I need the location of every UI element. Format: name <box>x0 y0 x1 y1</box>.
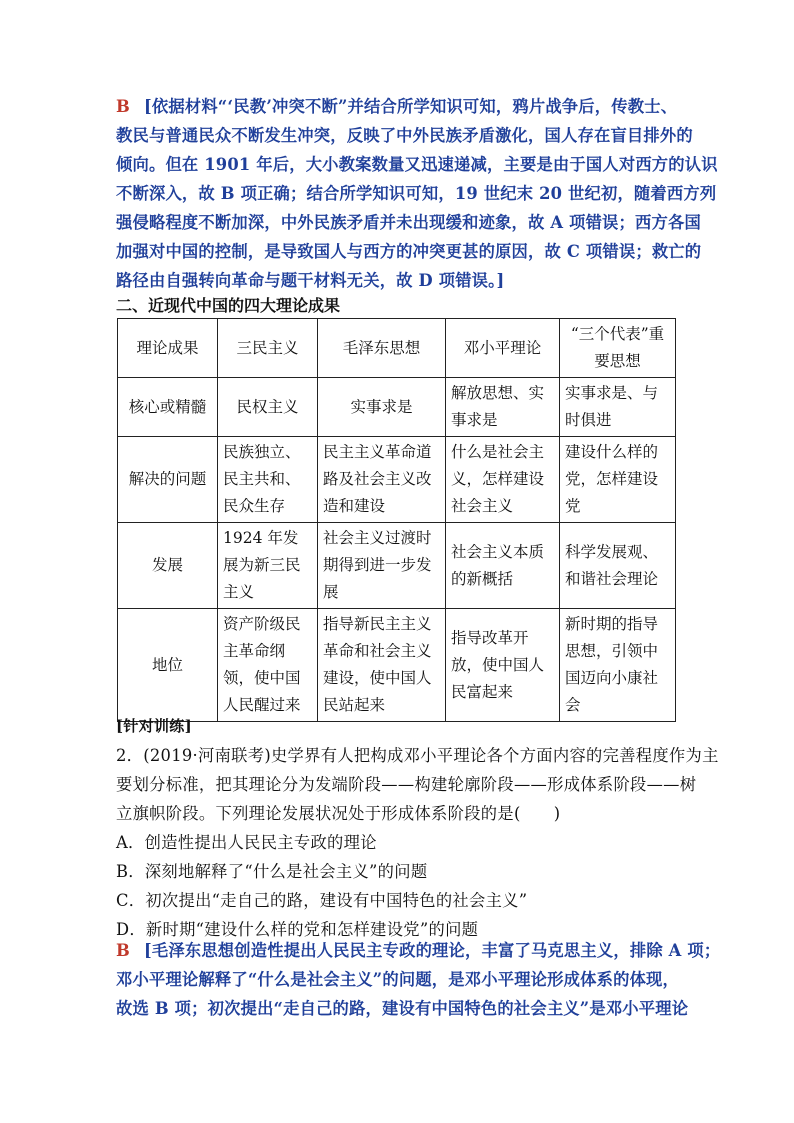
table-cell: 1924 年发展为新三民主义 <box>218 523 318 609</box>
section-heading: 二、近现代中国的四大理论成果 <box>116 296 341 315</box>
table-row <box>118 437 676 523</box>
table-cell: 地位 <box>118 609 218 722</box>
option-c: C．初次提出“走自己的路，建设有中国特色的社会主义” <box>116 891 528 910</box>
table-cell: “三个代表”重要思想 <box>560 319 676 378</box>
table-cell: 科学发展观、和谐社会理论 <box>560 523 676 609</box>
table-cell: 指导新民主主义革命和社会主义建设，使中国人民站起来 <box>318 609 446 722</box>
answer-line: 不断深入，故 B 项正确；结合所学知识可知，19 世纪末 20 世纪初，随着西方列 <box>116 184 717 203</box>
table-cell: 民主主义革命道路及社会主义改造和建设 <box>318 437 446 523</box>
table-cell: 毛泽东思想 <box>318 319 446 378</box>
option-b: B．深刻地解释了“什么是社会主义”的问题 <box>116 862 428 881</box>
answer-line: 强侵略程度不断加深，中外民族矛盾并未出现缓和迹象，故 A 项错误；西方各国 <box>116 213 701 232</box>
table-cell: 指导改革开放，使中国人民富起来 <box>446 609 560 722</box>
training-label: [针对训练] <box>116 717 192 735</box>
question-2 <box>116 712 719 944</box>
table-cell: 理论成果 <box>118 319 218 378</box>
question-stem-line: 2．(2019·河南联考)史学界有人把构成邓小平理论各个方面内容的完善程度作为主 <box>116 746 719 765</box>
table-cell: 新时期的指导思想，引领中国迈向小康社会 <box>560 609 676 722</box>
table-cell: 三民主义 <box>218 319 318 378</box>
answer-line: 倾向。但在 1901 年后，大小教案数量又迅速递减，主要是由于国人对西方的认识 <box>116 155 718 174</box>
table-cell: 解决的问题 <box>118 437 218 523</box>
answer-text: [毛泽东思想创造性提出人民民主专政的理论，丰富了马克思主义，排除 A 项； <box>143 941 721 960</box>
answer-letter: B <box>116 941 130 960</box>
option-d: D．新时期“建设什么样的党和怎样建设党”的问题 <box>116 920 479 939</box>
answer-line: 邓小平理论解释了“什么是社会主义”的问题，是邓小平理论形成体系的体现， <box>116 970 680 989</box>
table-cell: 资产阶级民主革命纲领，使中国人民醒过来 <box>218 609 318 722</box>
table-cell: 核心或精髓 <box>118 378 218 437</box>
answer-line <box>116 936 721 965</box>
answer-explanation-2 <box>116 936 721 1023</box>
table-row <box>118 378 676 437</box>
theory-table <box>117 318 676 722</box>
answer-explanation-1 <box>116 92 718 295</box>
answer-letter: B <box>116 97 130 116</box>
table-cell: 民权主义 <box>218 378 318 437</box>
answer-line: 加强对中国的控制，是导致国人与西方的冲突更甚的原因，故 C 项错误；救亡的 <box>116 242 702 261</box>
answer-line: 教民与普通民众不断发生冲突，反映了中外民族矛盾激化，国人存在盲目排外的 <box>116 126 693 145</box>
question-stem-line: 立旗帜阶段。下列理论发展状况处于形成体系阶段的是( ) <box>116 804 561 823</box>
table-cell: 民族独立、民主共和、民众生存 <box>218 437 318 523</box>
table-cell: 社会主义过渡时期得到进一步发展 <box>318 523 446 609</box>
answer-line: 路径由自强转向革命与题干材料无关，故 D 项错误。] <box>116 271 505 290</box>
option-a: A．创造性提出人民民主专政的理论 <box>116 833 377 852</box>
table-cell: 实事求是 <box>318 378 446 437</box>
table-row <box>118 609 676 722</box>
question-stem-line: 要划分标准，把其理论分为发端阶段——构建轮廓阶段——形成体系阶段——树 <box>116 775 697 794</box>
answer-line: 故选 B 项；初次提出“走自己的路，建设有中国特色的社会主义”是邓小平理论 <box>116 999 689 1018</box>
table-cell: 邓小平理论 <box>446 319 560 378</box>
table-cell: 什么是社会主义，怎样建设社会主义 <box>446 437 560 523</box>
table-cell: 发展 <box>118 523 218 609</box>
answer-line <box>116 92 682 121</box>
table-cell: 建设什么样的党，怎样建设党 <box>560 437 676 523</box>
table-cell: 实事求是、与时俱进 <box>560 378 676 437</box>
table-cell: 解放思想、实事求是 <box>446 378 560 437</box>
table-cell: 社会主义本质的新概括 <box>446 523 560 609</box>
table-header-row <box>118 319 676 378</box>
answer-text: [依据材料“‘民教’冲突不断”并结合所学知识可知，鸦片战争后，传教士、 <box>143 97 678 116</box>
table-row <box>118 523 676 609</box>
